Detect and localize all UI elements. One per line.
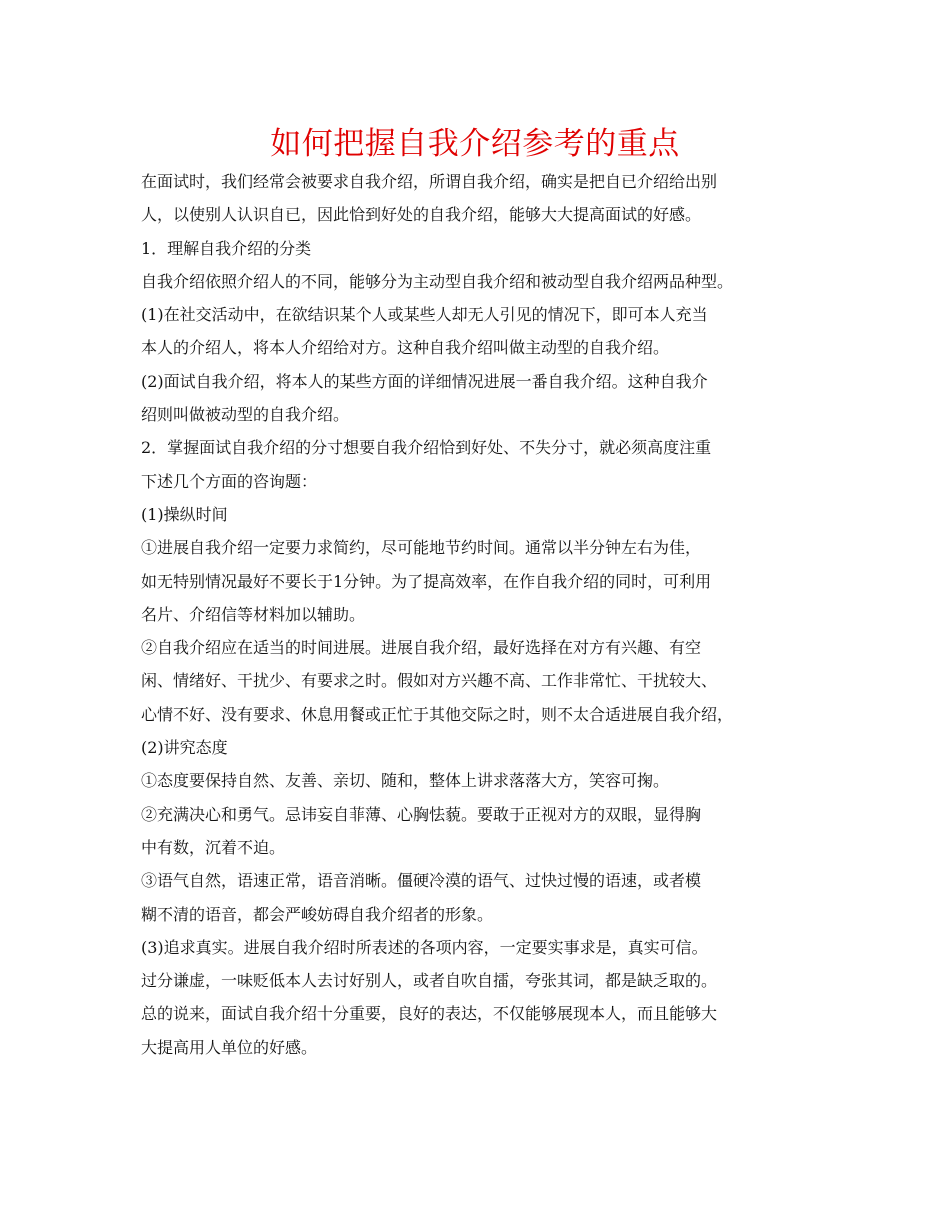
body-line: 总的说来，面试自我介绍十分重要，良好的表达，不仅能够展现本人，而且能够大 [141, 1004, 718, 1024]
body-line: 名片、介绍信等材料加以辅助。 [141, 604, 366, 624]
body-line: ②充满决心和勇气。忌讳妄自菲薄、心胸怯藐。要敢于正视对方的双眼，显得胸 [141, 804, 702, 824]
body-line: 心情不好、没有要求、休息用餐或正忙于其他交际之时，则不太合适进展自我介绍， [141, 704, 734, 724]
section-heading: 1．理解自我介绍的分类 [141, 238, 312, 258]
body-line: 在面试时，我们经常会被要求自我介绍，所谓自我介绍，确实是把自已介绍给出别 [141, 172, 718, 191]
body-line: 如无特别情况最好不要长于1分钟。为了提高效率，在作自我介绍的同时，可利用 [141, 571, 712, 591]
body-line: 大提高用人单位的好感。 [141, 1037, 318, 1057]
document-body [141, 165, 819, 1064]
body-line: 糊不清的语音，都会严峻妨碍自我介绍者的形象。 [141, 904, 494, 924]
body-line: ①态度要保持自然、友善、亲切、随和，整体上讲求落落大方，笑容可掬。 [141, 771, 670, 791]
body-line: 绍则叫做被动型的自我介绍。 [141, 405, 350, 425]
subsection-heading: (2)讲究态度 [141, 738, 228, 758]
body-line: ①进展自我介绍一定要力求简约，尽可能地节约时间。通常以半分钟左右为佳， [141, 538, 702, 558]
body-line: 自我介绍依照介绍人的不同，能够分为主动型自我介绍和被动型自我介绍两品种型。 [141, 271, 734, 291]
body-line: 人，以使别人认识自已，因此恰到好处的自我介绍，能够大大提高面试的好感。 [141, 205, 702, 225]
body-line: 闲、情绪好、干扰少、有要求之时。假如对方兴趣不高、工作非常忙、干扰较大、 [141, 671, 718, 691]
body-line: (3)追求真实。进展自我介绍时所表述的各项内容，一定要实事求是，真实可信。 [141, 937, 708, 957]
body-line: (2)面试自我介绍，将本人的某些方面的详细情况进展一番自我介绍。这种自我介 [141, 371, 708, 391]
body-line: ③语气自然，语速正常，语音消晰。僵硬冷漠的语气、过快过慢的语速，或者模 [141, 871, 702, 891]
body-line: 中有数，沉着不迫。 [141, 837, 286, 857]
body-line: 下述几个方面的咨询题： [141, 471, 318, 491]
body-line: (1)在社交活动中，在欲结识某个人或某些人却无人引见的情况下，即可本人充当 [141, 305, 708, 325]
document-title: 如何把握自我介绍参考的重点 [270, 126, 680, 162]
body-line: 本人的介绍人，将本人介绍给对方。这种自我介绍叫做主动型的自我介绍。 [141, 338, 670, 358]
section-heading: 2．掌握面试自我介绍的分寸想要自我介绍恰到好处、不失分寸，就必须高度注重 [141, 438, 712, 458]
body-line: ②自我介绍应在适当的时间进展。进展自我介绍，最好选择在对方有兴趣、有空 [141, 638, 702, 658]
body-line: 过分谦虚，一味贬低本人去讨好别人，或者自吹自擂，夸张其词，都是缺乏取的。 [141, 971, 718, 991]
subsection-heading: (1)操纵时间 [141, 504, 228, 524]
